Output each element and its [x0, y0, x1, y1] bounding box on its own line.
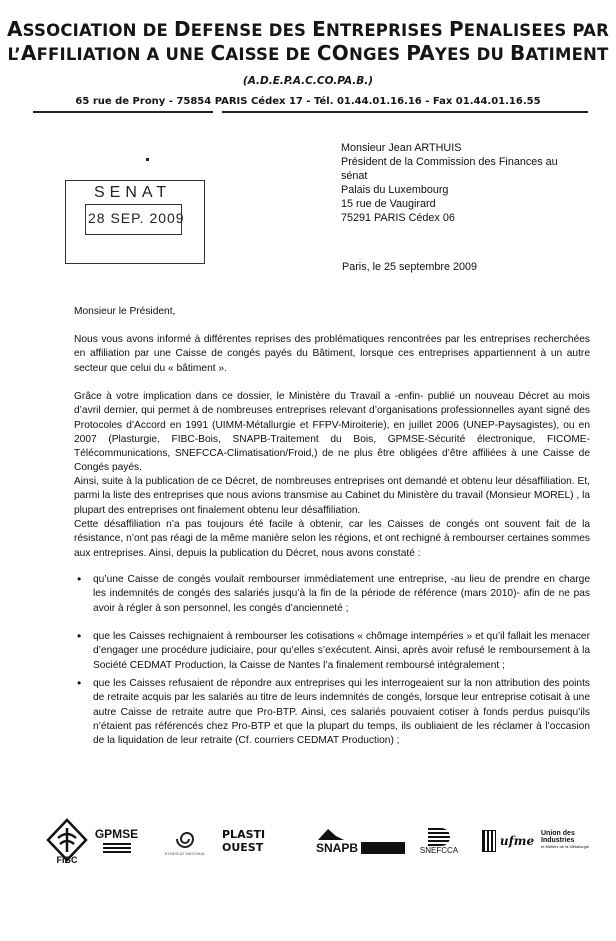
swirl-caption: SYNDICAT NATIONAL — [164, 850, 206, 856]
recipient-address-3: 75291 PARIS Cédex 06 — [341, 212, 455, 224]
recipient-title-cont: sénat — [341, 170, 368, 182]
letterhead-word: AISSE DE — [225, 45, 317, 64]
paragraph-3: Ainsi, suite à la publication de ce Décret, de nombreuses entreprises ont demandé et obtenu leur désaffiliation. Et, parmi la liste des entreprises que nous avions transmise au Cabinet du Ministère du travail (Monsieur MOREL) , la plupart des entreprises ont finalement obtenu leur désaffiliation. — [74, 476, 590, 516]
recipient-address-1: Palais du Luxembourg — [341, 184, 449, 196]
letterhead-cap: PA — [406, 41, 435, 65]
letterhead-line-2 — [0, 41, 616, 65]
gpmse-wordmark: GPMSE — [94, 827, 139, 841]
member-logos — [46, 818, 590, 864]
recipient-name: Monsieur Jean ARTHUIS — [341, 142, 462, 154]
letterhead-cap: A — [20, 41, 37, 65]
stamp-title: SENAT — [94, 184, 172, 201]
uim-line-3: et Métiers de la Métallurgie — [541, 844, 590, 850]
salutation: Monsieur le Président, — [74, 306, 176, 317]
letterhead-acronym: (A.D.E.P.A.C.CO.PA.B.) — [242, 75, 374, 87]
letterhead-cap: B — [510, 41, 526, 65]
snefcca-wordmark: SNEFCCA — [419, 845, 459, 855]
stamp-date: 28 SEP. 2009 — [88, 210, 185, 226]
ufme-logo — [479, 818, 537, 864]
letterhead-word: NGES — [348, 45, 407, 64]
letterhead-address: 65 rue de Prony - 75854 PARIS Cédex 17 - Tél. 01.44.01.16.16 - Fax 01.44.01.16.55 — [75, 96, 541, 107]
gpmse-logo — [94, 818, 139, 864]
gpmse-mark-icon — [103, 843, 131, 855]
ufme-wordmark: ufme — [499, 834, 535, 848]
snefcca-mark-icon — [428, 828, 450, 846]
snapb-logo — [316, 818, 396, 864]
snefcca-logo — [418, 818, 460, 864]
letterhead-word: SSOCIATION DE — [22, 21, 174, 40]
letterhead-rule-left — [33, 111, 213, 113]
letterhead-word: EFENSE DES — [190, 21, 313, 40]
bullet-item-3: que les Caisses refusaient de répondre aux entreprises qui les interrogeaient sur la non attribution des points de retraite acquis par les salariés au titre de leurs indemnités de congés, lorsque leur entreprise cotisait à une autre Caisse de retraite autre que Pro-BTP. Ainsi, ces salariés pouvaient cotiser à fonds perdus puisqu’ils n’étaient pas référencés chez Pro-BTP et que la plupart du temps, ils oubliaient de les réclamer à l’occasion de la liquidation de leur retraite (Cf. courriers CEDMAT Production) ; — [93, 678, 590, 747]
svg-text:FIBC: FIBC — [56, 855, 78, 864]
swirl-icon — [172, 827, 198, 851]
ufme-window-icon — [482, 830, 496, 852]
bullet-icon: • — [77, 572, 82, 586]
bullet-icon: • — [77, 676, 82, 690]
fibc-tree-icon — [46, 818, 88, 864]
uim-line-2: Industries — [541, 836, 575, 844]
letterhead-cap: P — [448, 17, 464, 41]
letterhead-cap: D — [173, 17, 191, 41]
recipient-title: Président de la Commission des Finances au — [341, 156, 558, 168]
letterhead-line-1 — [0, 17, 616, 41]
recipient-address-2: 15 rue de Vaugirard — [341, 198, 436, 210]
letterhead-word: ENALISEES PAR — [463, 21, 610, 40]
fibc-logo — [46, 818, 88, 864]
letterhead-rule-right — [222, 111, 588, 113]
letterhead-cap: E — [312, 17, 326, 41]
letterhead-word: NTREPRISES — [325, 21, 449, 40]
letterhead-word: ATIMENT — [525, 45, 609, 64]
letterhead-cap: A — [6, 17, 23, 41]
paragraph-4: Cette désaffiliation n’a pas toujours été facile à obtenir, car les Caisses de congés ont souvent fait de la résistance, n’ont pas réagi de la même manière selon les régions, et ont rechigné à rembourser certaines sommes aux entreprises. Ainsi, depuis la publication du Décret, nous avons constaté : — [74, 519, 590, 559]
plasti-ouest-logo: PLASTI OUEST — [222, 828, 266, 854]
uim-logo — [541, 818, 591, 864]
uim-line-1: Union des — [541, 830, 575, 838]
letterhead-word: YES DU — [434, 45, 511, 64]
letterhead-word: L’ — [7, 45, 21, 64]
paragraph-1: Nous vous avons informé à différentes reprises des problématiques rencontrées par les entreprises recherchées en affiliation par une Caisse de congés payés du Bâtiment, lorsque ces entreprises appartiennent à un autre secteur que celui du « bâtiment ». — [74, 334, 590, 374]
snapb-banner — [361, 842, 405, 854]
snapb-wordmark: SNAPB — [316, 841, 359, 855]
scan-speck — [146, 158, 149, 161]
paragraph-2: Grâce à votre implication dans ce dossier, le Ministère du Travail a -enfin- publié un nouveau Décret au mois d’avril dernier, qui permet à de nombreuses entreprises relevant d’organisations professionnelles ayant signé des Protocoles d’Accord en 1991 (UIMM-Métallurgie et FFPV-Miroiterie), en juillet 2006 (UNEP-Paysagistes), ou en 2007 (Plasturgie, FIBC-Bois, SNAPB-Traitement du Bois, GPMSE-Sécurité électronique, FICOME-Télécommunications, SNEFCCA-Climatisation/Froid,) de ne plus être obligées d’être affiliées à une Caisse de Congés payés. — [74, 391, 590, 474]
swirl-logo — [162, 818, 208, 864]
bullet-item-2: que les Caisses rechignaient à rembourser les cotisations « chômage intempéries » et qu’il fallait les menacer d’engager une procédure judiciaire, pour qu’elles s’exécutent. Ainsi, après avoir refusé le remboursement à la Société CEDMAT Production, la Caisse de Nantes l’a finalement remboursé intégralement ; — [93, 631, 590, 671]
bullet-item-1: qu’une Caisse de congés voulait rembourser immédiatement une entreprise, -au lieu de prendre en charge les indemnités de congés des salariés jusqu’à la fin de la période de référence (mars 2010)- afin de ne pas avoir à régler à son personnel, les congés d’ancienneté ; — [93, 574, 590, 614]
snapb-mountain-icon — [316, 827, 346, 841]
place-date: Paris, le 25 septembre 2009 — [342, 261, 478, 273]
letterhead-cap: C — [210, 41, 226, 65]
letterhead-word: FFILIATION A UNE — [36, 45, 211, 64]
letterhead-cap: CO — [316, 41, 349, 65]
bullet-icon: • — [77, 629, 82, 643]
